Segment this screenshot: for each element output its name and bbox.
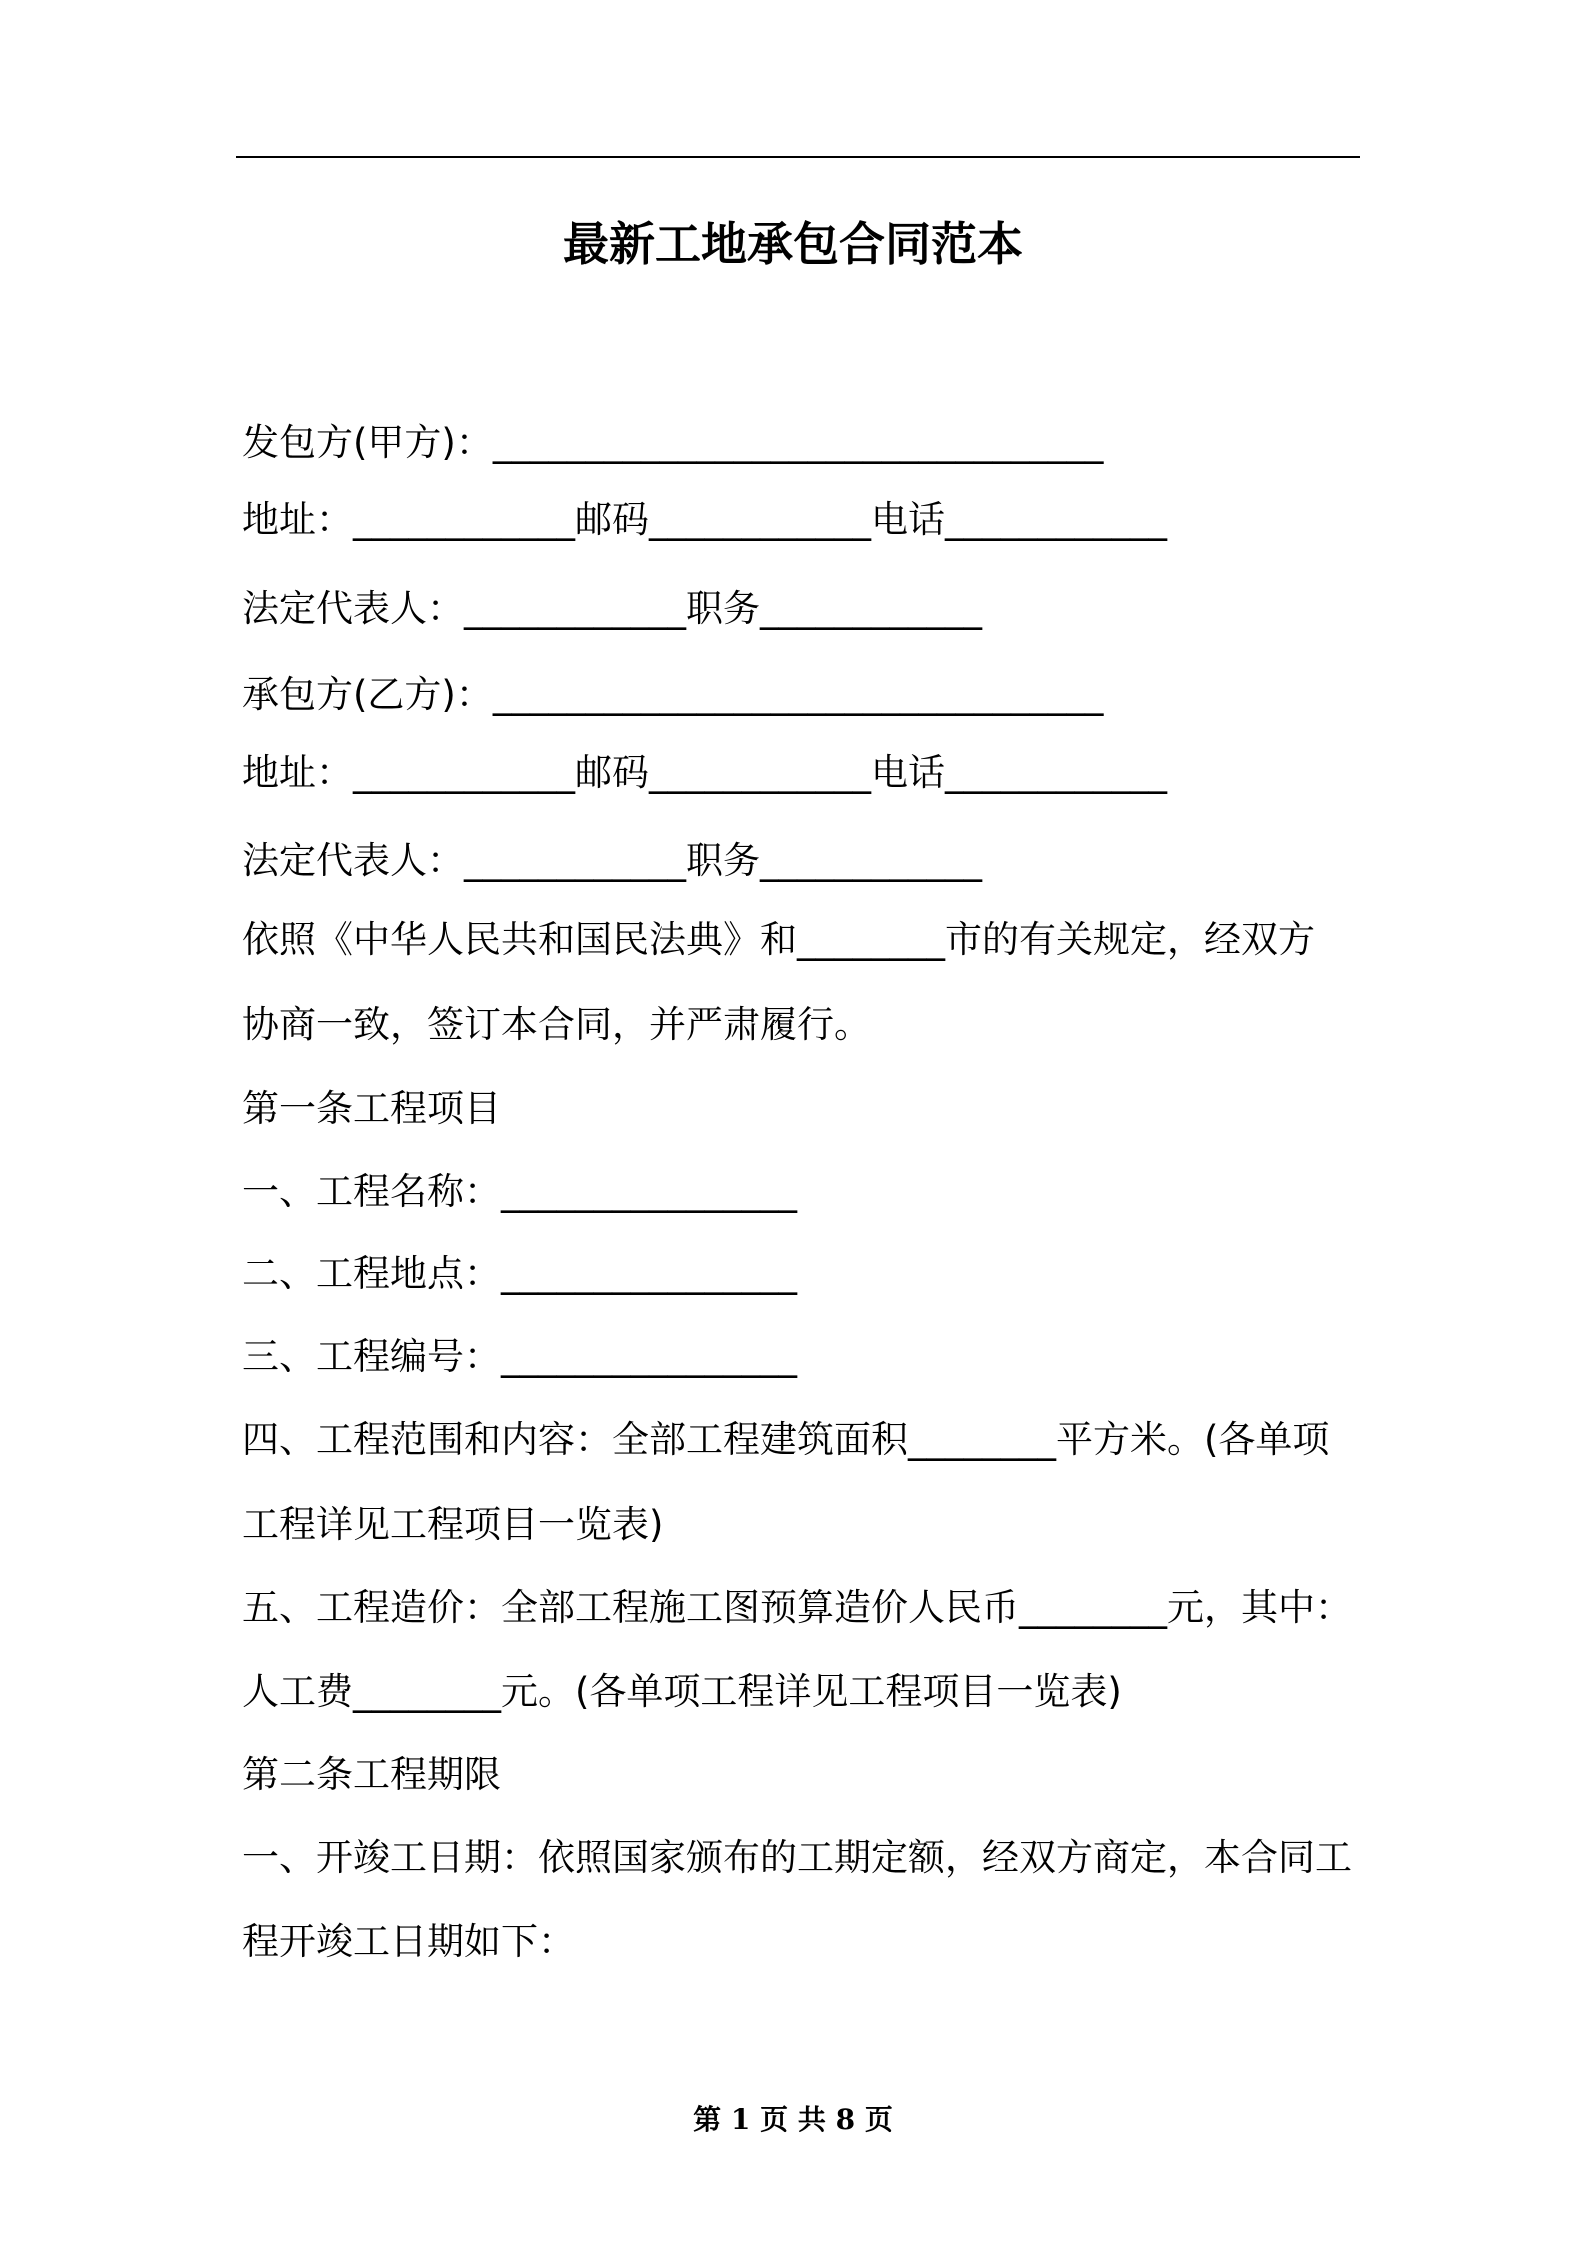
document-title: 最新工地承包合同范本 <box>563 217 1023 271</box>
party-b-representative-line: 法定代表人：____________职务____________ <box>242 839 982 882</box>
header-rule <box>236 156 1360 158</box>
article-2-heading: 第二条工程期限 <box>242 1753 501 1796</box>
project-name-line: 一、工程名称：________________ <box>242 1170 797 1213</box>
project-scope-line-1: 四、工程范围和内容：全部工程建筑面积________平方米。(各单项 <box>242 1418 1330 1461</box>
preamble-line-1: 依照《中华人民共和国民法典》和________市的有关规定，经双方 <box>242 918 1315 961</box>
party-a-representative-line: 法定代表人：____________职务____________ <box>242 587 982 630</box>
page-number-footer: 第 1 页 共 8 页 <box>693 2103 893 2136</box>
party-b-line: 承包方(乙方)：_________________________________ <box>242 673 1104 716</box>
project-scope-line-2: 工程详见工程项目一览表) <box>242 1503 664 1546</box>
project-location-line: 二、工程地点：________________ <box>242 1252 797 1295</box>
schedule-line-1: 一、开竣工日期：依照国家颁布的工期定额，经双方商定，本合同工 <box>242 1836 1352 1879</box>
article-1-heading: 第一条工程项目 <box>242 1087 501 1130</box>
project-number-line: 三、工程编号：________________ <box>242 1335 797 1378</box>
party-a-line: 发包方(甲方)：_________________________________ <box>242 421 1104 464</box>
project-cost-line-2: 人工费________元。(各单项工程详见工程项目一览表) <box>242 1670 1122 1713</box>
party-b-address-line: 地址：____________邮码____________电话____________ <box>242 751 1167 794</box>
party-a-address-line: 地址：____________邮码____________电话____________ <box>242 498 1167 541</box>
schedule-line-2: 程开竣工日期如下： <box>242 1920 575 1963</box>
preamble-line-2: 协商一致，签订本合同，并严肃履行。 <box>242 1003 871 1046</box>
project-cost-line-1: 五、工程造价：全部工程施工图预算造价人民币________元，其中： <box>242 1586 1352 1629</box>
